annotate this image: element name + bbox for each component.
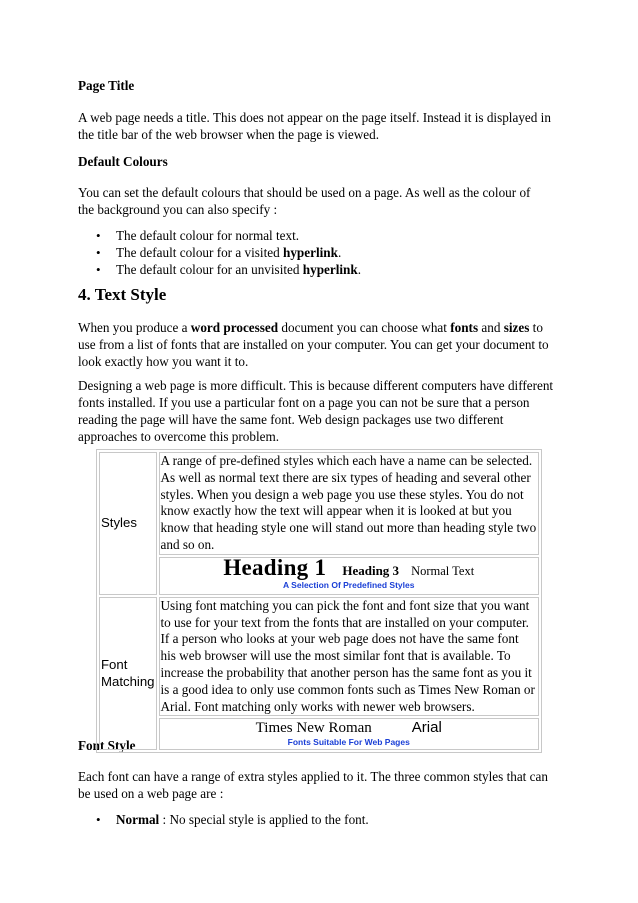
styles-description: A range of pre-defined styles which each have a name can be selected. As well as normal text there are six types of heading and several other styles. When you design a web page you use these styles. You do not know exactly how the text will appear when it is looked at but you know that heading style one will stand out more than heading style two and so on.	[159, 452, 540, 555]
text-approaches-table	[96, 449, 542, 753]
styles-example-image	[159, 557, 540, 595]
normal-text-sample: Normal Text	[411, 564, 475, 579]
font-style-heading: Font Style	[78, 738, 136, 753]
arial-sample: Arial	[411, 719, 442, 737]
page-title-heading: Page Title	[78, 78, 135, 93]
heading-3-sample: Heading 3	[342, 563, 400, 579]
font-style-paragraph: Each font can have a range of extra styles applied to it. The three common styles that can be used on a web page are :	[78, 769, 548, 801]
list-item: • Normal : No special style is applied to the font.	[78, 811, 562, 828]
default-colours-heading: Default Colours	[78, 154, 168, 169]
list-item: • The default colour for an unvisited hyperlink.	[78, 261, 562, 278]
fonts-caption: Fonts Suitable For Web Pages	[287, 737, 410, 748]
font-matching-label: Font Matching	[99, 597, 157, 751]
text-style-heading: 4. Text Style	[78, 285, 167, 304]
text-style-paragraph-1: When you produce a word processed document you can choose what fonts and sizes to use from a list of fonts that are installed on your computer. You can get your document to look exactly how you want it to.	[78, 320, 549, 369]
page-title-paragraph: A web page needs a title. This does not appear on the page itself. Instead it is displayed in the title bar of the web browser when the page is viewed.	[78, 110, 551, 142]
font-style-list	[78, 811, 562, 828]
default-colours-paragraph: You can set the default colours that should be used on a page. As well as the colour of the background you can also specify :	[78, 185, 531, 217]
styles-caption: A Selection Of Predefined Styles	[283, 580, 415, 591]
text-style-paragraph-2: Designing a web page is more difficult. This is because different computers have different fonts installed. If you use a particular font on a page you can not be sure that a person reading the page will have the same font. Web design packages use two different approaches to overcome this problem.	[78, 378, 554, 444]
fonts-example-image	[159, 718, 540, 750]
styles-label: Styles	[99, 452, 157, 595]
font-matching-description: Using font matching you can pick the font and font size that you want to use for your text from the fonts that are installed on your computer. If a person who looks at your web page does not have the same font his web browser will use the most similar font that is available. To increase the probability that another person has the same font as you it is a good idea to only use common fonts such as Times New Roman or Arial. Font matching only works with newer web browsers.	[159, 597, 540, 717]
heading-1-sample: Heading 1	[223, 555, 327, 581]
list-item: • The default colour for normal text.	[78, 227, 562, 244]
times-new-roman-sample: Times New Roman	[255, 720, 372, 737]
list-item: • The default colour for a visited hyperlink.	[78, 244, 562, 261]
default-colours-list	[78, 227, 562, 278]
